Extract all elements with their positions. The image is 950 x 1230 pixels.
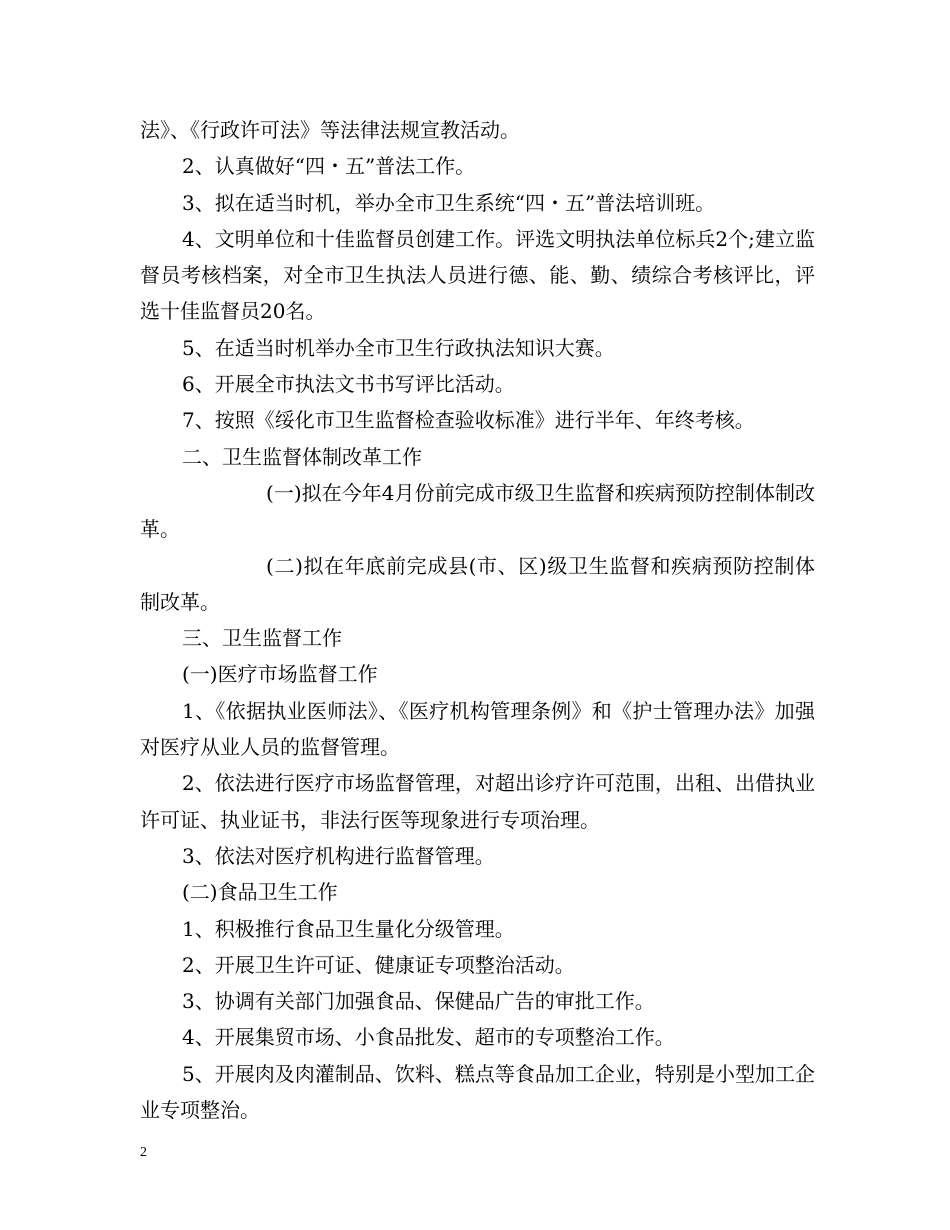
subsection-heading: (二)食品卫生工作: [182, 880, 338, 905]
paragraph: 5、在适当时机举办全市卫生行政执法知识大赛。: [182, 335, 615, 360]
page-number: 2: [140, 1145, 147, 1160]
subsection-heading: (一)医疗市场监督工作: [182, 662, 378, 687]
paragraph: 1、《依据执业医师法》、《医疗机构管理条例》和《护士管理办法》加强对医疗从业人员的监督管理。: [140, 698, 815, 760]
paragraph: 4、文明单位和十佳监督员创建工作。评选文明执法单位标兵2个;建立监督员考核档案，对全市卫生执法人员进行德、能、勤、绩综合考核评比，评选十佳监督员20名。: [140, 226, 815, 324]
paragraph: 5、开展肉及肉灌制品、饮料、糕点等食品加工企业，特别是小型加工企业专项整治。: [140, 1061, 815, 1123]
paragraph: 6、开展全市执法文书书写评比活动。: [182, 372, 515, 397]
paragraph: 2、开展卫生许可证、健康证专项整治活动。: [182, 952, 575, 977]
section-heading: 三、卫生监督工作: [182, 626, 342, 651]
paragraph: 7、按照《绥化市卫生监督检查验收标准》进行半年、年终考核。: [182, 408, 755, 433]
paragraph: 3、协调有关部门加强食品、保健品广告的审批工作。: [182, 989, 655, 1014]
section-heading: 二、卫生监督体制改革工作: [182, 444, 422, 469]
paragraph: 4、开展集贸市场、小食品批发、超市的专项整治工作。: [182, 1025, 675, 1050]
paragraph: 2、认真做好“四・五”普法工作。: [182, 154, 476, 179]
paragraph: 法》、《行政许可法》等法律法规宣教活动。: [140, 118, 520, 142]
paragraph: (一)拟在今年4月份前完成市级卫生监督和疾病预防控制体制改革。: [140, 480, 815, 542]
paragraph: (二)拟在年底前完成县(市、区)级卫生监督和疾病预防控制体制改革。: [140, 553, 815, 614]
paragraph: 3、依法对医疗机构进行监督管理。: [182, 843, 495, 868]
paragraph: 2、依法进行医疗市场监督管理，对超出诊疗许可范围，出租、出借执业许可证、执业证书，非法行医等现象进行专项治理。: [140, 771, 815, 832]
paragraph: 1、积极推行食品卫生量化分级管理。: [182, 916, 515, 941]
document-body: [140, 112, 815, 1128]
paragraph: 3、拟在适当时机，举办全市卫生系统“四・五”普法培训班。: [182, 190, 716, 215]
